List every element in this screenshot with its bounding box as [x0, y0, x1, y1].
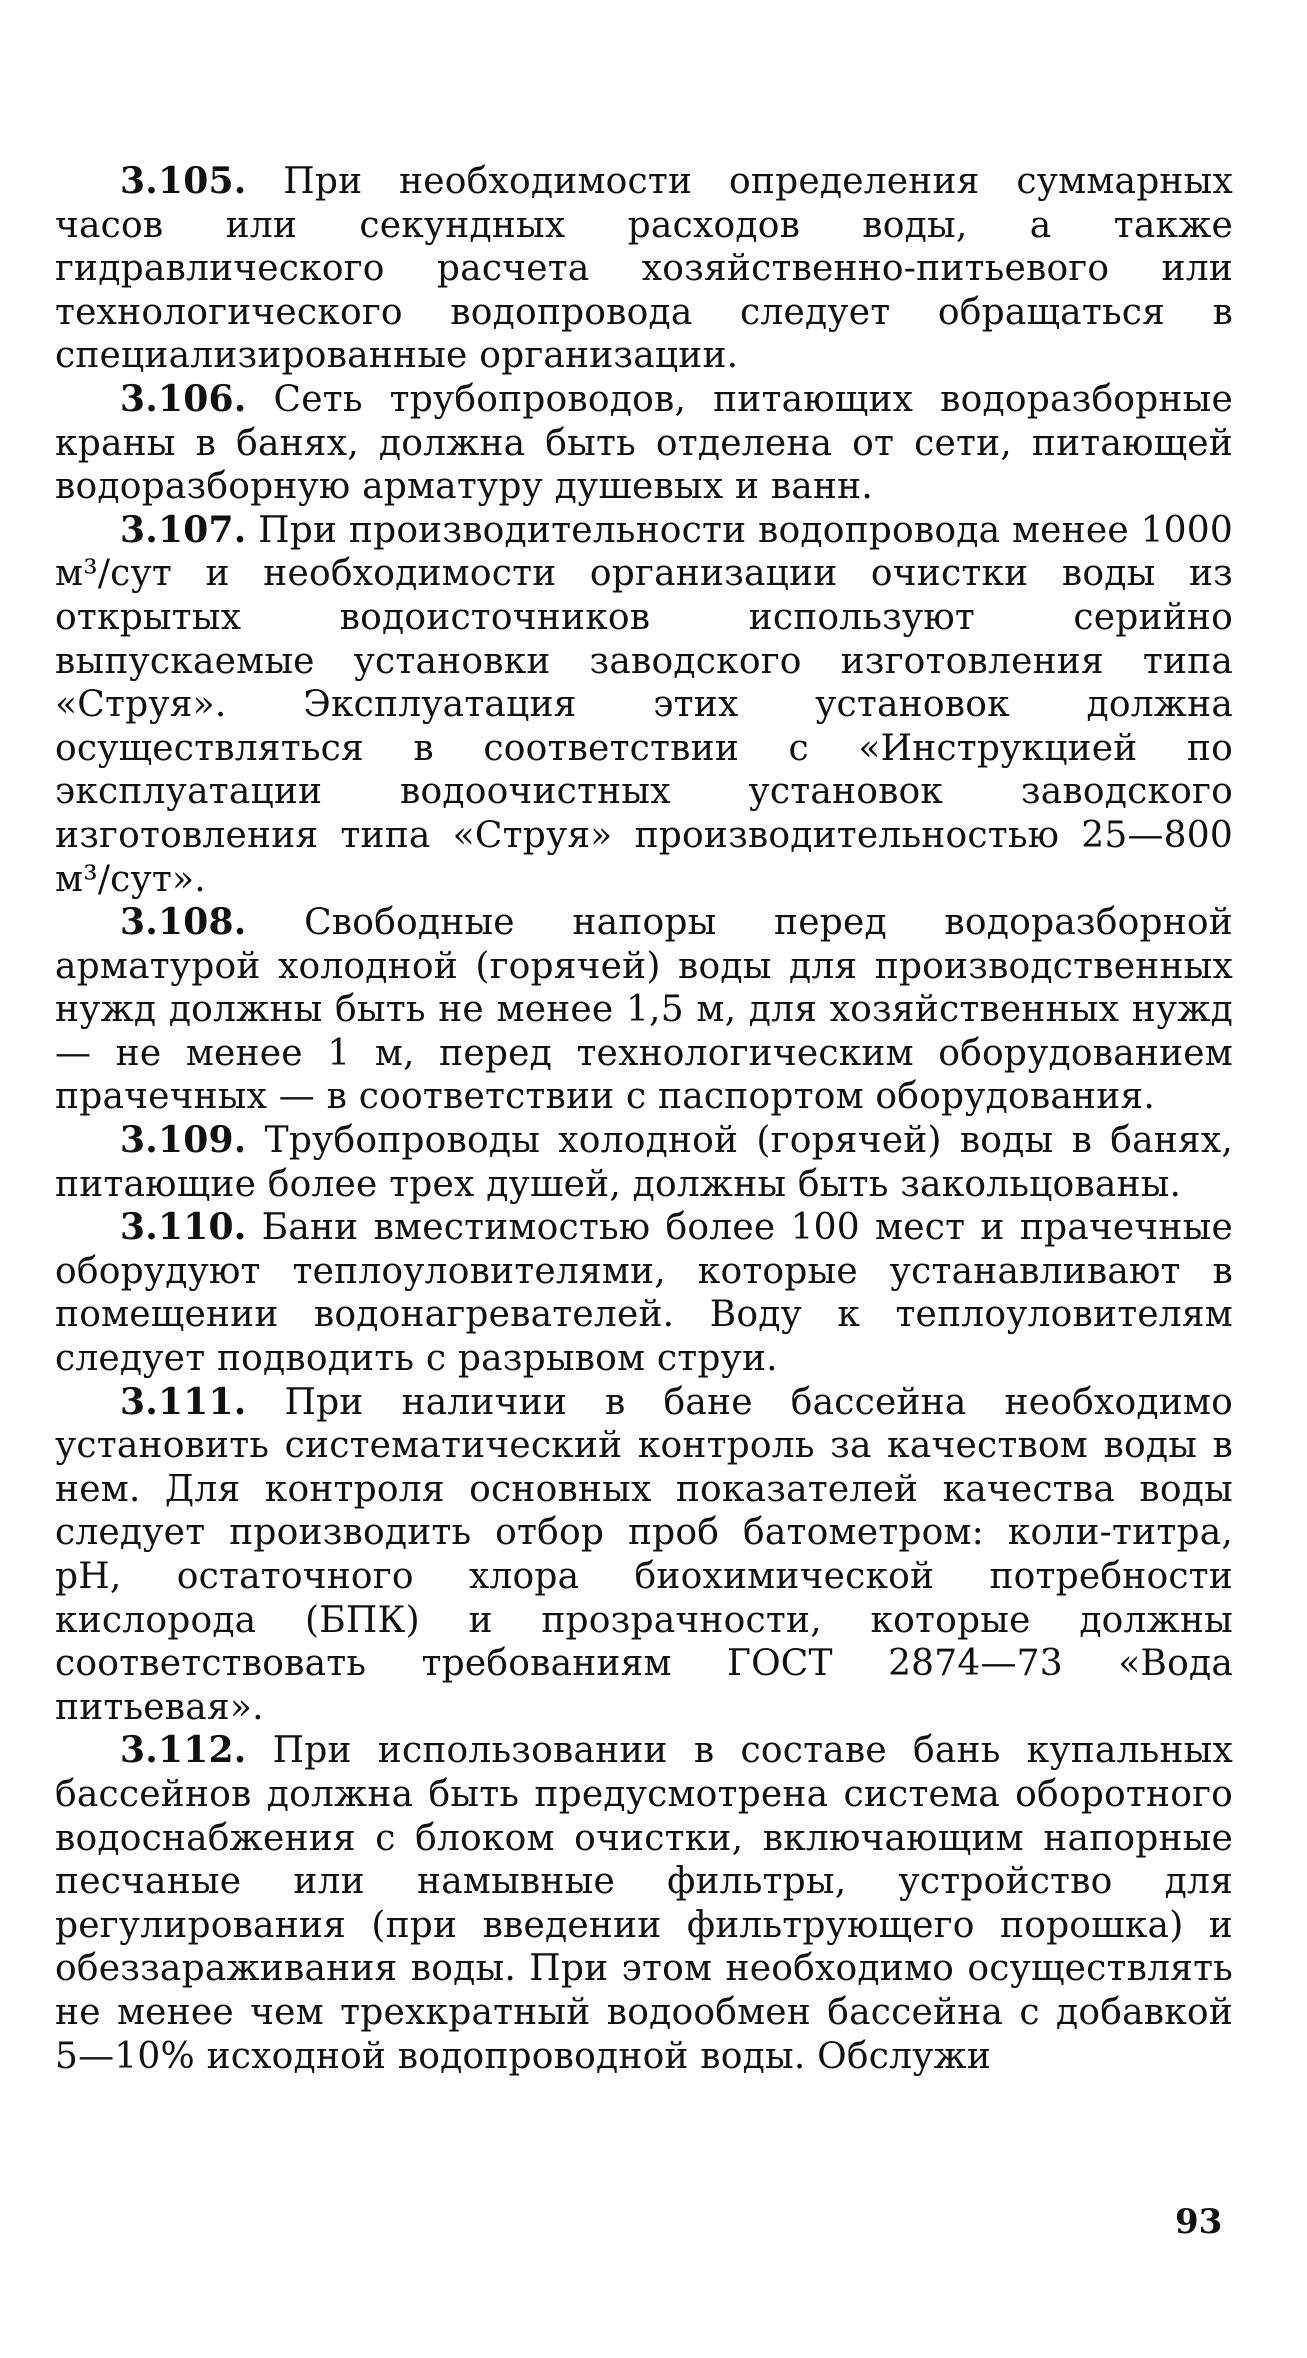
paragraph-3-112: [55, 1729, 1233, 2078]
paragraph-3-106: [55, 378, 1233, 509]
paragraph-number: 3.111.: [120, 1380, 247, 1423]
paragraph-text: Свободные напоры перед водоразборной арматурой холодной (горячей) воды для производственных нужд должны быть не менее 1,5 м, для хозяйственных нужд — не менее 1 м, перед технологическим оборудованием прачечных — в соответствии с паспортом оборудования.: [55, 902, 1233, 1118]
page-body-text: [55, 160, 1233, 2078]
paragraph-text: При использовании в составе бань купальных бассейнов должна быть предусмотрена система оборотного водоснабжения с блоком очистки, включающим напорные песчаные или намывные фильтры, устройство для регулирования (при введении фильтрующего порошка) и обеззараживания воды. При этом необходимо осуществлять не менее чем трехкратный водообмен бассейна с добавкой 5—10% исходной водопроводной воды. Обслужи: [55, 1730, 1233, 2077]
paragraph-text: При наличии в бане бассейна необходимо установить систематический контроль за качеством воды в нем. Для контроля основных показателей качества воды следует производить отбор проб батометром: коли-титра, pH, остаточного хлора биохимической потребности кислорода (БПК) и прозрачности, которые должны соответствовать требованиям ГОСТ 2874—73 «Вода питьевая».: [55, 1381, 1233, 1728]
paragraph-text: При производительности водопровода менее 1000 м³/сут и необходимости организации очистки воды из открытых водоисточников используют серийно выпускаемые установки заводского изготовления типа «Струя». Эксплуатация этих установок должна осуществляться в соответствии с «Инструкцией по эксплуатации водоочистных установок заводского изготовления типа «Струя» производительностью 25—800 м³/сут».: [55, 509, 1233, 900]
paragraph-number: 3.108.: [120, 901, 247, 944]
paragraph-3-108: [55, 901, 1233, 1119]
paragraph-number: 3.112.: [120, 1729, 247, 1772]
paragraph-number: 3.106.: [120, 377, 247, 420]
paragraph-text: Бани вместимостью более 100 мест и прачечные оборудуют теплоуловителями, которые устанавливают в помещении водонагревателей. Воду к теплоуловителям следует подводить с разрывом струи.: [55, 1207, 1233, 1380]
paragraph-3-111: [55, 1381, 1233, 1730]
paragraph-number: 3.107.: [120, 508, 247, 551]
paragraph-text: Трубопроводы холодной (горячей) воды в банях, питающие более трех душей, должны быть закольцованы.: [55, 1120, 1233, 1205]
paragraph-3-105: [55, 160, 1233, 378]
paragraph-3-109: [55, 1119, 1233, 1206]
paragraph-number: 3.109.: [120, 1119, 247, 1162]
paragraph-text: При необходимости определения суммарных часов или секундных расходов воды, а также гидравлического расчета хозяйственно-питьевого или технологического водопровода следует обращаться в специализированные организации.: [55, 161, 1233, 377]
paragraph-3-107: [55, 509, 1233, 901]
paragraph-number: 3.105.: [120, 160, 247, 202]
paragraph-text: Сеть трубопроводов, питающих водоразборные краны в банях, должна быть отделена от сети, питающей водоразборную арматуру душевых и ванн.: [55, 378, 1233, 508]
paragraph-number: 3.110.: [120, 1206, 247, 1249]
paragraph-3-110: [55, 1206, 1233, 1380]
page-number: 93: [1175, 2202, 1223, 2242]
